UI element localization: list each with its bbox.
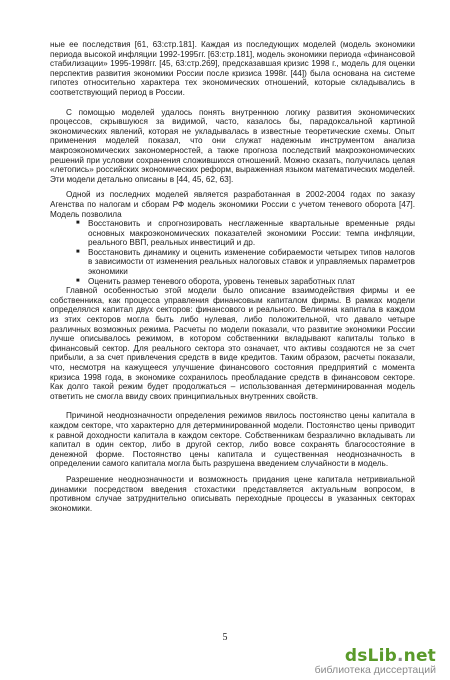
paragraph-5: Причиной неоднозначности определения режимов явилось постоянство цены капитала в каждом секторе, что характерно для детерминированной модели. Постоянство цены приводит к равной доходности капитала в каждом секторе. Собственникам безразлично вкладывать ли капитал в один сектор, либо в другой сектор, либо вовсе сохранять благосостояние в денежной форме. Постоянство цены капитала и существенная неоднозначность в определении самого капитала могла быть разрушена введением случайности в модель. [50,411,415,469]
page-number: 5 [222,632,228,643]
paragraph-4: Главной особенностью этой модели было описание взаимодействия фирмы и ее собственника, как процесса управления финансовым капиталом фирмы. В рамках модели определялся капитал двух секторов: финансового и реального. Величина капитала в каждом из этих секторов могла быть либо нулевая, либо положительной, что давало четыре различных возможных режима. Расчеты по модели показали, что развитие экономики России лучше описывалось режимом, в котором собственники вкладывают капиталы только в финансовый сектор. Для реального сектора это означает, что активы создаются не за счет прибыли, а за счет привлечения средств в виде кредитов. Таким образом, расчеты показали, что, несмотря на кажущееся улучшение финансового состояния предприятий с момента кризиса 1998 года, в экономике сохранилось преобладание средств в финансовом секторе. Как долго такой режим будет продолжаться – использованная детерминированная модель ответить не смогла ввиду своих принципиальных внутренних свойств. [50,286,415,401]
watermark-subtitle: библиотека диссертаций [314,664,436,676]
list-item: ■ Оценить размер теневого оборота, уровень теневых заработных плат [88,277,415,287]
watermark[interactable] [315,646,436,676]
list-item: ■ Восстановить и спрогнозировать несглаженные квартальные временные ряды основных макроэкономических показателей экономики России: темпа инфляции, реального ВВП, реальных инвестиций и др. [88,219,415,248]
bullet-list [50,219,415,286]
logo-main-text: dsLib [344,646,397,666]
logo-tld-text: net [403,646,436,666]
list-item: ■ Восстановить динамику и оценить изменение собираемости четырех типов налогов в зависимости от изменения реальных налоговых ставок и управляемых параметров экономики [88,248,415,277]
logo-dot: . [396,646,404,666]
paragraph-6: Разрешение неоднозначности и возможность придания цене капитала нетривиальной динамики посредством введения стохастики представляется актуальным вопросом, в противном случае затруднительно описывать переходные процессы в указанных секторах экономики. [50,474,415,513]
paragraph-3: Одной из последних моделей является разработанная в 2002-2004 годах по заказу Агенства по налогам и сборам РФ модель экономики России с учетом теневого оборота [47]. Модель позволила [50,190,415,219]
watermark-logo [315,646,436,666]
paragraph-2: С помощью моделей удалось понять внутреннюю логику развития экономических процессов, скрывшуюся за видимой, часто, казалось бы, парадоксальной картиной экономических явлений, которая не укладывалась в известные теоретические схемы. Опыт применения моделей показал, что они служат надежным инструментом анализа макроэкономических закономерностей, а также прогноза последствий макроэкономических решений при условии сохранения сложившихся отношений. Можно сказать, получилась целая «летопись» российских экономических реформ, выраженная языком математических моделей. Эти модели детально описаны в [44, 45, 62, 63]. [50,107,415,184]
paragraph-1: ные ее последствия [61, 63:стр.181]. Каждая из последующих моделей (модель экономики периода высокой инфляции 1992-1995гг. [63:стр.181], модель экономики периода «финансовой стабилизации» 1995-1998гг. [45, 63:стр.269], предсказавшая кризис 1998 г., модель для оценки перспектив развития экономики России после кризиса 1998г. [44]) была основана на системе гипотез относительно характера тех экономических отношений, которые складывались в соответствующий период в России. [50,40,415,97]
document-page [50,40,415,513]
